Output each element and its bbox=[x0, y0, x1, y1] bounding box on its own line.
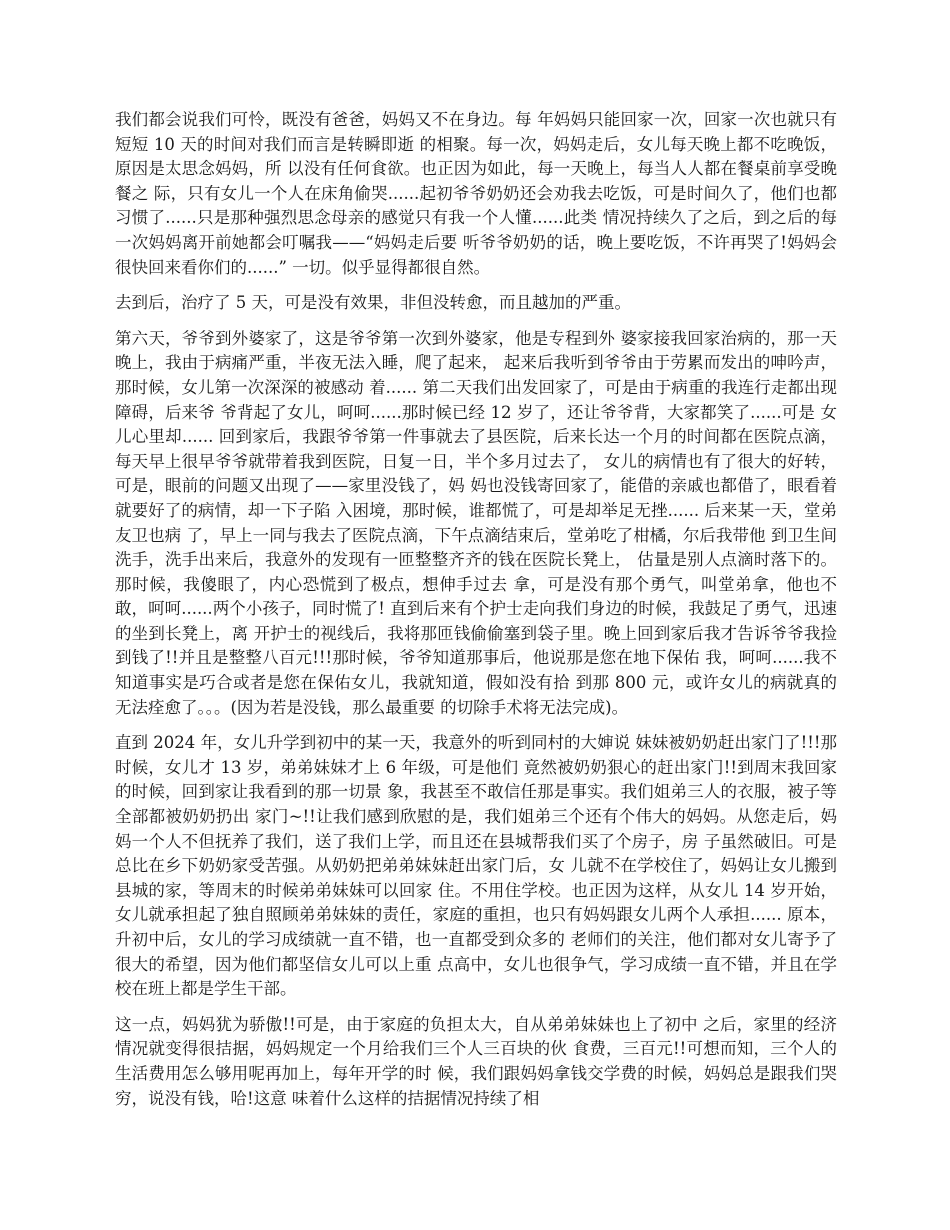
paragraph-treatment: 去到后，治疗了 5 天，可是没有效果，非但没转愈，而且越加的严重。 bbox=[115, 293, 631, 313]
paragraph-missing-mother: 我们都会说我们可怜，既没有爸爸，妈妈又不在身边。每 年妈妈只能回家一次，回家一次也就只有短短 10 天的时间对我们而言是转瞬即逝 的相聚。每一次，妈妈走后，女儿每天晚上都不吃晚饭，原因是太思念妈妈，所 以没有任何食欲。也正因为如此，每一天晚上，每当人人都在餐桌前享受晚餐之 际，只有女儿一个人在床角偷哭......起初爷爷奶奶还会劝我去吃饭，可是时间久了，他们也都习惯了......只是那种强烈思念母亲的感觉只有我一个人懂......此类 情况持续久了之后，到之后的每一次妈妈离开前她都会叮嘱我——“妈妈走后要 听爷爷奶奶的话，晚上要吃饭，不许再哭了!妈妈会很快回来看你们的......” 一切。似乎显得都很自然。 bbox=[115, 110, 837, 277]
paragraph-2024: 直到 2024 年，女儿升学到初中的某一天，我意外的听到同村的大婶说 妹妹被奶奶赶出家门了!!!那时候，女儿才 13 岁，弟弟妹妹才上 6 年级，可是他们 竟然被奶奶狠心的赶出家门!!到周末我回家的时候，回到家让我看到的那一切景 象，我甚至不敢信任那是事实。我们姐弟三人的衣服，被子等全部都被奶奶扔出 家门~!!让我们感到欣慰的是，我们姐弟三个还有个伟大的妈妈。从您走后，妈 妈一个人不但抚养了我们，送了我们上学，而且还在县城帮我们买了个房子，房 子虽然破旧。可是总比在乡下奶奶家受苦强。从奶奶把弟弟妹妹赶出家门后，女 儿就不在学校住了，妈妈让女儿搬到县城的家，等周末的时候弟弟妹妹可以回家 住。不用住学校。也正因为这样，从女儿 14 岁开始，女儿就承担起了独自照顾弟弟妹妹的责任，家庭的重担，也只有妈妈跟女儿两个人承担...... 原本，升初中后，女儿的学习成绩就一直不错，也一直都受到众多的 老师们的关注，他们都对女儿寄予了很大的希望，因为他们都坚信女儿可以上重 点高中，女儿也很争气，学习成绩一直不错，并且在学校在班上都是学生干部。 bbox=[115, 733, 837, 999]
document-body bbox=[115, 108, 837, 1122]
paragraph-sixth-day: 第六天，爷爷到外婆家了，这是爷爷第一次到外婆家，他是专程到外 婆家接我回家治病的，那一天晚上，我由于病痛严重，半夜无法入睡，爬了起来， 起来后我听到爷爷由于劳累而发出的呻吟声，那时候，女儿第一次深深的被感动 着...... 第二天我们出发回家了，可是由于病重的我连行走都出现障碍，后来爷 爷背起了女儿，呵呵......那时候已经 12 岁了，还让爷爷背，大家都笑了......可是 女儿心里却...... 回到家后，我跟爷爷第一件事就去了县医院，后来长达一个月的时间都在医院点滴，每天早上很早爷爷就带着我到医院，日复一日，半个多月过去了， 女儿的病情也有了很大的好转，可是，眼前的问题又出现了——家里没钱了，妈 妈也没钱寄回家了，能借的亲戚也都借了，眼看着就要好了的病情，却一下子陷 入困境，那时候，谁都慌了，可是却举足无挫...... 后来某一天，堂弟友卫也病 了，早上一同与我去了医院点滴，下午点滴结束后，堂弟吃了柑橘，尔后我带他 到卫生间洗手，洗手出来后，我意外的发现有一匝整整齐齐的钱在医院长凳上， 估量是别人点滴时落下的。那时候，我傻眼了，内心恐慌到了极点，想伸手过去 拿，可是没有那个勇气，叫堂弟拿，他也不敢，呵呵......两个小孩子，同时慌了! 直到后来有个护士走向我们身边的时候，我鼓足了勇气，迅速的坐到长凳上，离 开护士的视线后，我将那匝钱偷偷塞到袋子里。晚上回到家后我才告诉爷爷我捡 到钱了!!并且是整整八百元!!!那时候，爷爷知道那事后，他说那是您在地下保佑 我，呵呵......我不知道事实是巧合或者是您在保佑女儿，我就知道，假如没有拾 到那 800 元，或许女儿的病就真的无法痊愈了。。。(因为若是没钱，那么最重要 的切除手术将无法完成)。 bbox=[115, 328, 837, 717]
paragraph-mother-pride: 这一点，妈妈犹为骄傲!!可是，由于家庭的负担太大，自从弟弟妹妹也上了初中 之后，家里的经济情况就变得很拮据，妈妈规定一个月给我们三个人三百块的伙 食费，三百元!!可想而知，三个人的生活费用怎么够用呢再加上，每年开学的时 候，我们跟妈妈拿钱交学费的时候，妈妈总是跟我们哭穷，说没有钱，哈!这意 味着什么这样的拮据情况持续了相 bbox=[115, 1014, 837, 1108]
